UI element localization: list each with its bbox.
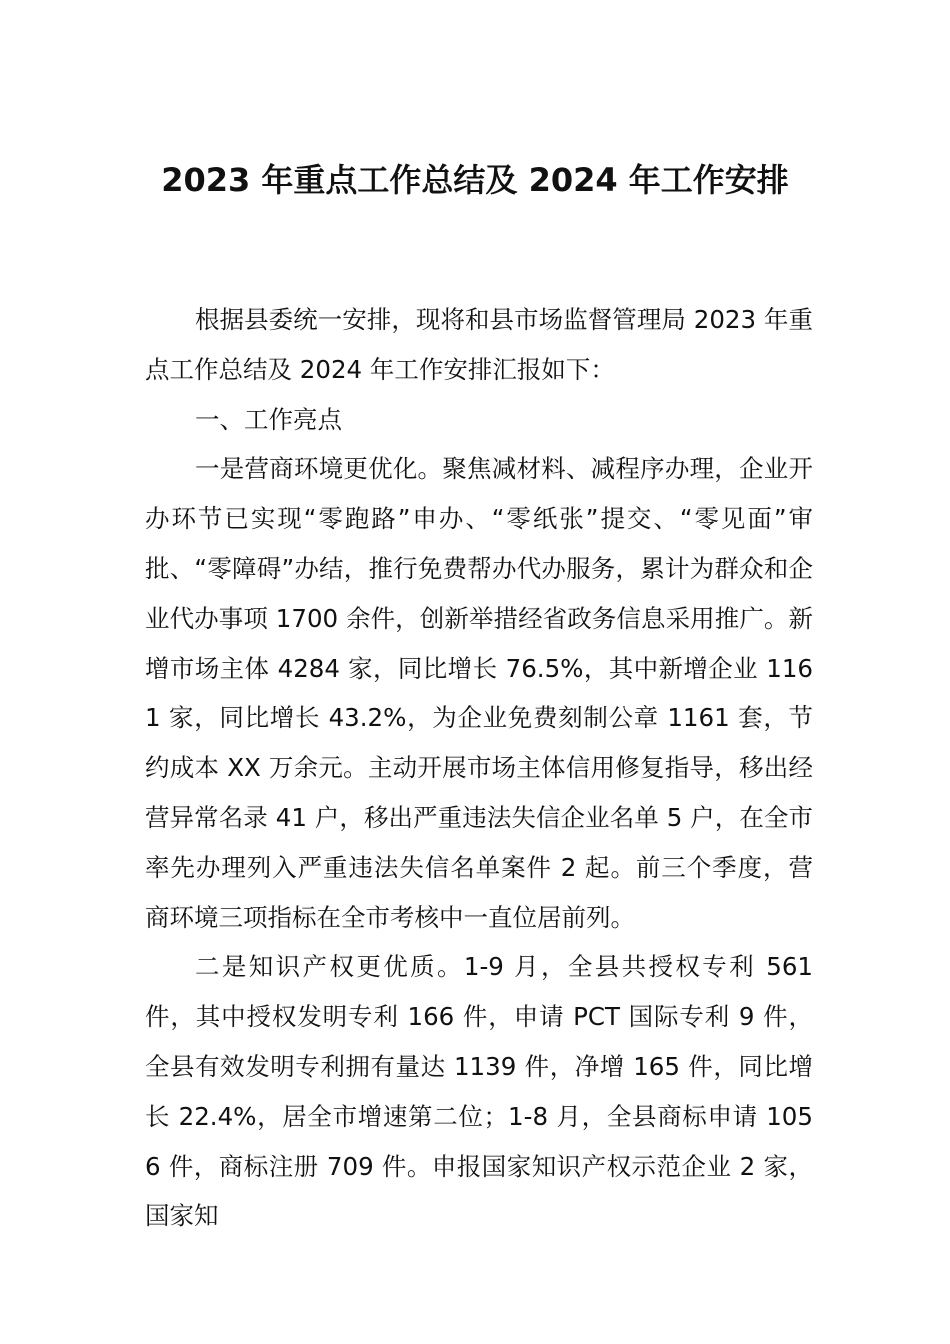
intro-paragraph: 根据县委统一安排，现将和县市场监督管理局 2023 年重点工作总结及 2024 年工作安排汇报如下： xyxy=(145,305,813,384)
document-title: 2023 年重点工作总结及 2024 年工作安排 xyxy=(161,161,789,199)
business-environment-paragraph: 一是营商环境更优化。聚焦减材料、减程序办理，企业开办环节已实现“零跑路”申办、“零纸张”提交、“零见面”审批、“零障碍”办结，推行免费帮办代办服务，累计为群众和企业代办事项 1700 余件，创新举措经省政务信息采用推广。新增市场主体 4284 家，同比增长 76.5%，其中新增企业 1161 家，同比增长 43.2%，为企业免费刻制公章 1161 套，节约成本 XX 万余元。主动开展市场主体信用修复指导，移出经营异常名录 41 户，移出严重违法失信企业名单 5 户，在全市率先办理列入严重违法失信名单案件 2 起。前三个季度，营商环境三项指标在全市考核中一直位居前列。 xyxy=(145,454,813,932)
section-heading: 一、工作亮点 xyxy=(195,404,342,434)
document-body xyxy=(145,295,813,1241)
intellectual-property-paragraph: 二是知识产权更优质。1-9 月，全县共授权专利 561 件，其中授权发明专利 166 件，申请 PCT 国际专利 9 件，全县有效发明专利拥有量达 1139 件，净增 165 件，同比增长 22.4%，居全市增速第二位；1-8 月，全县商标申请 1056 件，商标注册 709 件。申报国家知识产权示范企业 2 家，国家知 xyxy=(145,952,813,1231)
